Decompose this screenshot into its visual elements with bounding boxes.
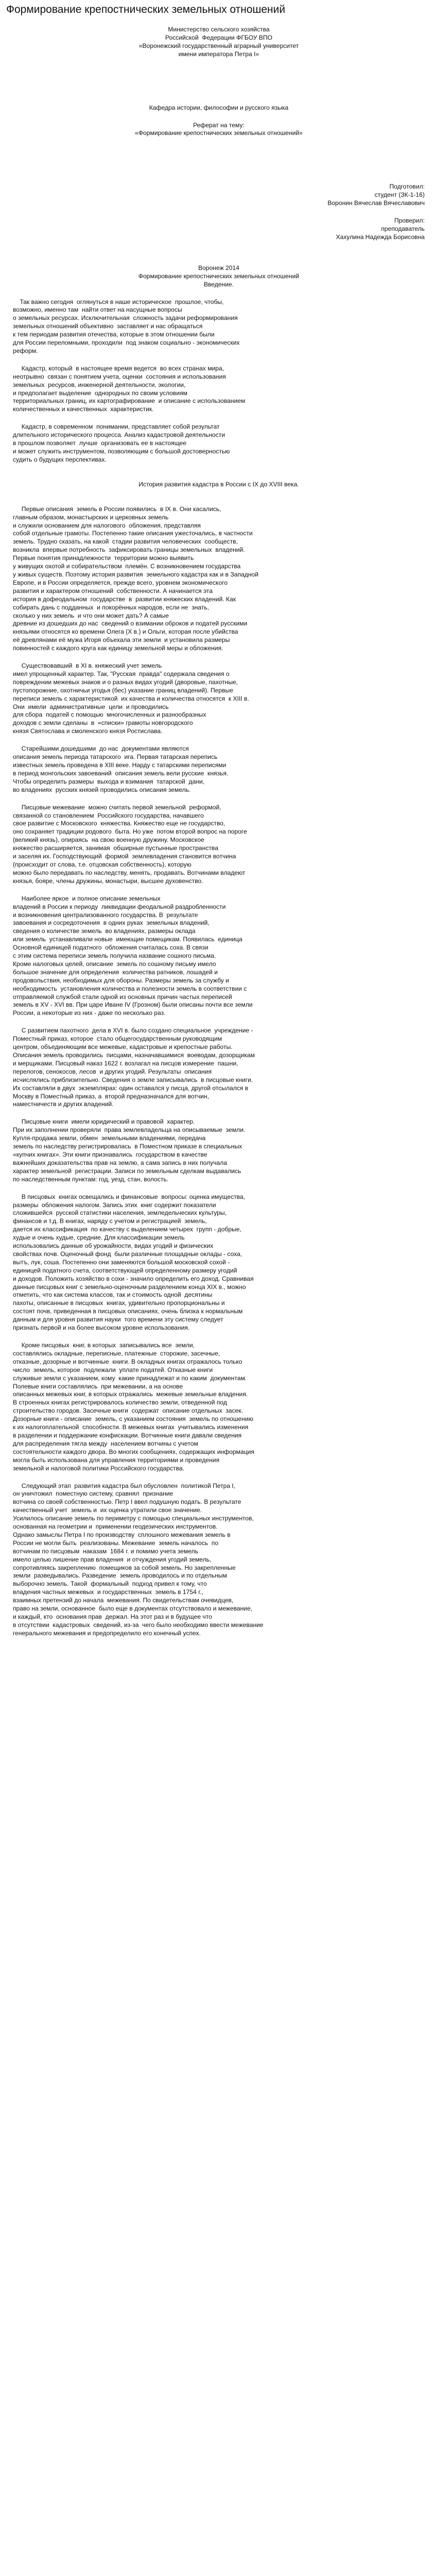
essay-topic: «Формирование крепостнических земельных отношений»	[135, 129, 303, 137]
text-line: сопротивляясь закреплению помещиков за собой земель. Но закрепленные	[13, 1564, 236, 1571]
text-line: земель по наследству регистрировалась в Поместном приказе в специальных	[13, 1143, 242, 1150]
text-line: возможно, именно там найти ответ на насущные вопросы	[13, 306, 182, 314]
text-line: При их заполнении проверяли права землевладельца на описываемые земли.	[13, 1126, 246, 1134]
text-line: Описания земель проводились писцами, назначавшимися воеводам, дозорщикам	[13, 1052, 255, 1059]
text-line: завоевания и сосредоточения в одних руках земельных владений,	[13, 919, 210, 927]
text-line: сложившейся русской статистики населения, земледельческих культуры,	[13, 1209, 227, 1217]
text-line: Основной единицей податного обложения считалась соха. В связи	[13, 944, 208, 952]
text-line: характер земельной регистрации. Записи по земельным сделкам выдавались	[13, 1167, 241, 1175]
text-line: переписи земель с характеристикой их качества и количества относятся к XIII в.	[13, 694, 249, 702]
text-line: признать первой и на более высоком уровне использования.	[13, 1324, 190, 1332]
text-line: Писцовые книги имели юридический и правовой характер.	[13, 1118, 195, 1126]
student-name: Воронин Вячеслав Вячеславович	[327, 199, 425, 207]
text-line: отказные, дозорные и вотчинные книги. В окладных книгах отражалось только	[13, 1358, 242, 1365]
text-line: у живых существ. Поэтому история развития земельного кадастра как и в Западной	[13, 570, 258, 578]
text-line: Они имели административные цели и проводились	[13, 703, 169, 710]
essay-label: Реферат на тему:	[193, 121, 245, 129]
text-line: и доходов. Положить хозяйство в сохи - значило определить его доход. Сравнивая	[13, 1275, 254, 1282]
text-line: в период монгольских завоеваний описания земель вели русские князья.	[13, 769, 229, 777]
student-group: студент (ЗК-1-16)	[374, 191, 425, 199]
federation-line: Российской Федерации ФГБОУ ВПО	[165, 33, 273, 41]
text-line: в разделении и поддержание конфискации. Вотчинные книги давали сведения	[13, 1431, 242, 1439]
body-paragraph	[13, 662, 425, 736]
body-paragraph	[13, 1118, 425, 1183]
teacher-role: преподаватель	[381, 225, 425, 232]
text-line: финансов и т.д. В книгах, наряду с учетом и регистрацией земель,	[13, 1217, 207, 1225]
text-line: повинностей с каждого круга как единицу земельной меры и обложения.	[13, 645, 223, 652]
body-paragraph	[13, 1342, 425, 1473]
prepared-label: Подготовил:	[389, 183, 425, 191]
text-line: владения частных межевых и государственных земель в 1754 г.,	[13, 1588, 203, 1596]
intro-paragraph	[13, 423, 425, 464]
text-line: повреждении межевых знаков и о разных видах угодий (дворовые, пахотные,	[13, 678, 238, 686]
text-line: неотрывно связан с понятием учета, оценки состояния и использования	[13, 372, 226, 380]
text-line: земель в XV - XVI вв. При царе Иване IV (Грозном) были описаны почти все земли	[13, 1001, 253, 1009]
text-line: Кадастр, в современном понимании, представляет собой результат	[13, 423, 220, 431]
text-line: древние из дошедших до нас сведений о взимании оброков и податей русскими	[13, 620, 248, 628]
text-line: перелогов, сенокосов, лесов и других угодий. Результаты описания	[13, 1067, 212, 1075]
text-line: Европе, и в России определяется, прежде всего, уровнем экономического	[13, 579, 228, 586]
text-line: Первые понятия принадлежности территории можно выявить	[13, 554, 194, 562]
text-line: и служили основанием для налогового обложения, представляя	[13, 521, 201, 529]
text-line: имел упрощенный характер. Так, "Русская правда" содержала сведения о	[13, 670, 230, 677]
text-line: пахоты, описанные в писцовых книгах, удивительно пропорциональны и	[13, 1299, 225, 1307]
intro-paragraph	[13, 298, 425, 355]
text-line: продовольствия, необходимых для обороны. Размеры земель за службу и	[13, 976, 229, 984]
text-line: описанных межевых книг, в которых отражались межевые земельные владения.	[13, 1391, 248, 1398]
body-paragraph	[13, 505, 425, 653]
text-line: размеры обложения налогом. Запись этих книг содержит показатели	[13, 1201, 216, 1209]
text-line: Наиболее яркое и полное описание земельных	[13, 894, 161, 902]
text-line: взаимных претензий до начала межевания. По свидетельствам очевидцев,	[13, 1597, 234, 1604]
text-line: (великий князь), опираясь на свою военную дружину. Московское	[13, 836, 204, 844]
text-line: собирать дань с подданных и покорённых народов, если не знать,	[13, 603, 210, 611]
text-line: и заселяя их. Господствующий формой землевладения становится вотчина	[13, 853, 236, 860]
text-line: России не могли быть реализованы. Межевание земель началось по	[13, 1539, 219, 1547]
text-line: собой отдельные грамоты. Постепенно такие описания ужесточались, в частности	[13, 530, 253, 537]
text-line: генерального межевания и предопределило его конечный успех.	[13, 1629, 201, 1637]
text-line: реформ.	[13, 347, 38, 354]
text-line: Полевые книги составлялись при межевании, а на основе	[13, 1382, 183, 1390]
text-line: Усилилось описание земель по периметру с помощью специальных инструментов,	[13, 1515, 254, 1522]
text-line: качественный учет земель и их оценка утратили свое значение.	[13, 1506, 202, 1514]
body-paragraph	[13, 1193, 425, 1332]
body-paragraph	[13, 895, 425, 1018]
text-line: описания земель периода татарского ига. Первая татарская перепись	[13, 753, 218, 761]
text-line: к их налогоплательной способности. В межевых книгах учитывались изменения	[13, 1423, 249, 1431]
text-line: и возникновения централизованного государства. В результате	[13, 911, 198, 919]
text-line: территориальных границ, их картографирование и описание с использованием	[13, 397, 246, 405]
text-line: княжество расширяется, занимая обширные пустынные пространства	[13, 844, 218, 852]
text-line: России, а некоторые из них - даже по несколько раз.	[13, 1009, 166, 1017]
text-line: Поместный приказ, которое стало общегосударственным руководящим	[13, 1035, 222, 1043]
text-line: и может служить инструментом, позволяющим с большой достоверностью	[13, 448, 230, 455]
text-line: число земель, которое подлежали уплате податей. Отказные книги	[13, 1366, 213, 1374]
text-line: отправляемой службой стали одной из основных причин частых переписей	[13, 993, 232, 1001]
text-line: для сбора податей с помощью многочисленных и разнообразных	[13, 711, 206, 719]
text-line: князя Святослава и смоленского князя Ростислава.	[13, 727, 163, 735]
text-line: у живущих охотой и собирательством племён. С возникновением государства	[13, 563, 241, 570]
text-line: вытъ, лук, соша. Постепенно они заменяются большой московской сохой -	[13, 1258, 230, 1266]
text-line: вотчина со своей собственностью. Петр I ввел подушную подать. В результате	[13, 1498, 241, 1506]
text-line: земель. Трудно сказать, на какой стадии развития человеческих сообществ,	[13, 538, 238, 546]
text-line: он уничтожил поместную систему, сравнял признание	[13, 1490, 173, 1498]
intro-heading: Введение.	[203, 280, 234, 288]
text-line: Существовавший в XI в. княжеский учет земель	[13, 662, 162, 670]
text-line: история в дофеодальном государстве в развитии княжеских владений. Как	[13, 595, 236, 603]
text-line: отметить, что как система классов, так и стоимость одной десятины	[13, 1291, 213, 1299]
university-name-line: имени императора Петра I»	[178, 50, 259, 58]
text-line: «купчих книгах». Эти книги признавались государством в качестве	[13, 1150, 207, 1158]
text-line: использовались данные об урожайности, видах угодий и физических	[13, 1242, 214, 1250]
text-line: возникла впервые потребность зафиксировать границы земельных владений.	[13, 546, 245, 554]
text-line: по наследственным пунктам: год, уезд, стан, волость.	[13, 1175, 169, 1183]
text-line: состоят почв, приведенная в писцовых описаниях, очень близка к нормальным	[13, 1308, 243, 1315]
text-line: земли разведывались. Разведение земель проводилось и по отдельным	[13, 1572, 227, 1580]
text-line: связанной со становлением Российского государства, начавшего	[13, 811, 204, 819]
text-line: доходов с земли сделаны в «списки» грамоты новгородского	[13, 719, 193, 727]
text-line: исчислялись приблизительно. Сведения о земле записывались в писцовые книги.	[13, 1076, 253, 1083]
text-line: князья, бояре, члены дружины, монастыри, высшее духовенство.	[13, 877, 203, 885]
text-line: главным образом, монастырских и церковных земель	[13, 513, 169, 521]
body-paragraph	[13, 804, 425, 886]
text-line: Так важно сегодня оглянуться в наше историческое прошлое, чтобы,	[13, 298, 224, 306]
text-line: судить о будущих перспективах.	[13, 455, 107, 463]
text-line: количественных и качественных характеристик.	[13, 405, 154, 413]
text-line: свойствах почв. Оценочный фонд были различные площадные оклады - соха,	[13, 1250, 242, 1258]
text-line: сколько у них земель и что они может дать? А самые	[13, 612, 169, 619]
text-line: строительство городов. Засечные книги содержат описание отдельных засек.	[13, 1407, 243, 1415]
text-line: могла быть использована для управления территориями и проведения	[13, 1456, 220, 1464]
text-line: составлялись окладные, переписные, платежные сторожие, засечные,	[13, 1349, 220, 1357]
text-line: выборочно земель. Такой формальный подход привел к тому, что	[13, 1580, 207, 1588]
text-line: в отсутствии кадастровых сведений, из-за чего было необходимо ввести межевание	[13, 1621, 264, 1629]
text-line: С развитием пахотного дела в XVI в. было создано специальное учреждение -	[13, 1027, 253, 1035]
text-line: владений в России к периоду ликвидации феодальной раздробленности	[13, 903, 226, 910]
text-line: важнейших доказательства прав на землю, а сама запись в них получала	[13, 1159, 228, 1166]
text-line: Купля-продажа земли, обмен земельными владениями, передача	[13, 1134, 206, 1142]
text-line: Кадастр, который в настоящее время ведется во всех странах мира,	[13, 364, 224, 372]
history-section	[13, 505, 425, 1638]
department-label: Кафедра истории, философии и русского языка	[149, 104, 289, 111]
text-line: большое значение для определения количества ратников, лошадей и	[13, 968, 218, 976]
text-line: развития и характером отношений собственности. А начинается эта	[13, 587, 213, 595]
text-line: состоятельности каждого двора. Во многих сообщениях, содержащих информация	[13, 1448, 254, 1455]
text-line: единицей податного счета, соответствующей определенному размеру угодий	[13, 1266, 237, 1274]
text-line: или земель устанавливали новые имеющие помещикам. Появилась единица	[13, 936, 242, 943]
text-line: для распределения тягла между населением вотчины с учетом	[13, 1439, 198, 1447]
text-line: во владениях русских князей проводились описания земель.	[13, 786, 191, 793]
text-line: необходимость установления количества и полезности земель в соответствии с	[13, 985, 247, 992]
text-line: центром, объединяющим все межевые, кадастровые и крепостные работы.	[13, 1043, 233, 1051]
text-line: дается их классификация по качеству с выделением четырех групп - добрые,	[13, 1226, 241, 1233]
text-line: земельных отношений объективно заставляет и нас обращаться	[13, 323, 203, 330]
text-line: (происходит от слова, т.е. отцовская собственность), которую	[13, 860, 191, 868]
title-page-header	[13, 26, 425, 59]
text-line: В строенных книгах регистрировалось количество земли, отведенной под	[13, 1399, 227, 1406]
text-line: Первые описания земель в России появились в IX в. Они касались,	[13, 505, 221, 513]
text-line: сведения о количестве земель во владениях, размеры оклада	[13, 927, 196, 935]
text-line: к тем периодам развития отечества, которые в этом отношении были	[13, 331, 215, 338]
text-line: данным и для уровня развития науки того времени эту систему следует	[13, 1316, 223, 1324]
body-paragraph	[13, 1027, 425, 1109]
text-line: о земельных ресурсах. Исключительная сложность задачи реформирования	[13, 314, 238, 322]
text-line: и предполагает выделение однородных по своим условиям	[13, 389, 187, 397]
text-line: известных земель проведена в XIII веке. Нарду с татарскими переписями	[13, 761, 226, 769]
text-line: Кроме налоговых целей, описание земель по сошному письму имело	[13, 960, 216, 968]
text-line: Писцовые межевание можно считать первой земельной реформой,	[13, 803, 221, 811]
topic-repeat: Формирование крепостнических земельных отношений	[138, 272, 300, 280]
text-line: длительного исторического процесса. Анализ кадастровой деятельности	[13, 431, 225, 439]
document-title: Формирование крепостнических земельных отношений	[6, 4, 286, 15]
text-line: имело целью лишение прав владения и отчуждения угодий земель,	[13, 1555, 212, 1563]
intro-section	[13, 298, 425, 464]
ministry-line: Министерство сельского хозяйства	[168, 26, 270, 33]
text-line: Следующий этап развития кадастра был обусловлен политикой Петра I,	[13, 1482, 236, 1489]
intro-paragraph	[13, 365, 425, 414]
text-line: князьями относятся ко времени Олега (X в.) и Ольги, которая после убийства	[13, 628, 238, 636]
text-line: Дозорные книги - описание земель, с указанием состояния земель по отношению	[13, 1415, 253, 1423]
text-line: и каждый, кто основания прав держал. На этот раз и в будущее что	[13, 1613, 212, 1620]
text-line: её древлянами её мужа Игоря объехала эти земли и установила размеры	[13, 636, 230, 644]
text-line: Чтобы определить размеры выхода и взимания татарской дани,	[13, 777, 205, 785]
teacher-name: Хахулина Надежда Борисовна	[336, 233, 425, 241]
text-line: вотчинам по писцовым наказам 1684 г. и помимо учета земель	[13, 1547, 199, 1555]
city-year: Воронеж 2014	[198, 264, 239, 272]
text-line: в прошлом позволяет лучше организовать ее в настоящее	[13, 439, 187, 447]
text-line: Москву в Поместный приказ, а второй предназначался для вотчин,	[13, 1092, 210, 1100]
text-line: Старейшими дошедшими до нас документами являются	[13, 745, 189, 753]
section-heading: История развития кадастра в России с IX до XVIII века.	[138, 480, 299, 488]
text-line: Их составляли в двух экземплярах: один оставался у писца, другой отсылался в	[13, 1084, 249, 1092]
text-line: основанная на геометрии и применении геодезических инструментов.	[13, 1523, 218, 1531]
text-line: оно сохраняет традиции родового быта. Но уже потом второй вопрос на пороге	[13, 828, 247, 836]
text-line: пустопорожние, охотничьи угодья (бес) указание границ владений). Первые	[13, 686, 233, 694]
text-line: Кроме писцовых книг, в которых записывались все земли,	[13, 1342, 195, 1349]
checked-label: Проверил:	[394, 217, 425, 225]
text-line: наместничеств и других владений.	[13, 1100, 114, 1108]
text-line: служивые земли с указанием, кому какие принадлежат и по каким документам.	[13, 1374, 247, 1382]
text-line: право на земли, основанное было еще в документах отсутствовало и межевание,	[13, 1605, 253, 1613]
text-line: можно было передавать по наследству, менять, продавать. Вотчинами владеют	[13, 869, 246, 876]
body-paragraph	[13, 745, 425, 794]
text-line: худые и очень худые, средние. Для классификации земель	[13, 1234, 185, 1242]
document-page	[13, 16, 425, 1638]
body-paragraph	[13, 1482, 425, 1638]
text-line: с этим система переписи земель получила название сошного письма.	[13, 952, 216, 960]
text-line: Однако замыслы Петра I по производству сплошного межевания земель в	[13, 1531, 231, 1538]
text-line: свое развитие с Московского княжества. Княжество еще не государство,	[13, 820, 225, 827]
text-line: земельной и налоговой политики Российского государства.	[13, 1464, 184, 1472]
text-line: для России переломными, проходили под знаком социально - экономических	[13, 339, 240, 347]
text-line: земельных ресурсов, инженерной деятельности, экологии,	[13, 381, 186, 388]
text-line: и мерщиками. Писцовый наказ 1622 г. возлагал на писцов измерение пашни,	[13, 1059, 238, 1067]
text-line: В писцовых книгах освещались и финансовые вопросы: оценка имущества,	[13, 1193, 246, 1200]
university-line: «Воронежский государственный аграрный университет	[138, 42, 299, 49]
text-line: данные писцовых книг с земельно-оценочным разделением конца XIX в., можно	[13, 1283, 246, 1291]
